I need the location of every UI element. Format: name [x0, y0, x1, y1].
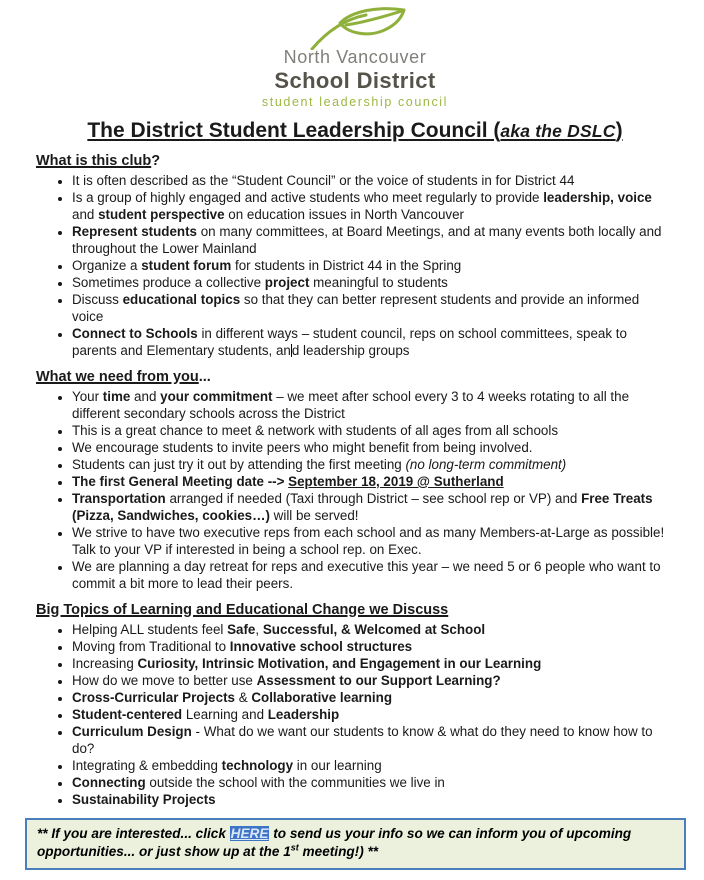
bullet-list [36, 172, 674, 359]
text-segment: technology [221, 757, 294, 773]
text-segment: Assessment to our Support Learning? [256, 672, 501, 688]
text-segment: student forum [141, 257, 232, 273]
list-item [72, 388, 668, 422]
text-segment: Is a group of highly engaged and active students who meet regularly to provide [72, 189, 544, 205]
section-heading [36, 369, 674, 385]
text-segment: Innovative school structures [229, 638, 413, 654]
list-item [72, 757, 668, 774]
text-segment: This is a great chance to meet & network with students of all ages from all schools [72, 422, 559, 438]
list-item [72, 621, 668, 638]
text-segment: It is often described as the “Student Council” or the voice of students in for District 44 [72, 172, 575, 188]
list-item [72, 325, 668, 359]
text-segment: Learning and [182, 706, 268, 722]
text-segment: ** If you are interested... click [37, 825, 230, 841]
list-item [72, 439, 668, 456]
here-link[interactable]: HERE [230, 825, 269, 841]
bullet-list [36, 388, 674, 592]
text-segment: Discuss [72, 291, 123, 307]
list-item [72, 473, 668, 490]
section-heading-text: Big Topics of Learning and Educational Change we Discuss [36, 601, 449, 618]
text-segment: time [102, 388, 131, 404]
list-item [72, 524, 668, 558]
text-segment: Successful, & Welcomed at School [262, 621, 486, 637]
text-segment: student perspective [98, 206, 225, 222]
list-item [72, 274, 668, 291]
text-segment: Sometimes produce a collective [72, 274, 265, 290]
text-segment: Represent students [72, 223, 198, 239]
text-segment: Curriculum Design [72, 723, 192, 739]
text-segment: - What do we want our students to know & what do they need to know how to do? [72, 723, 653, 756]
text-segment: Integrating & embedding [72, 757, 222, 773]
text-segment: Students can just try it out by attending the first meeting [72, 456, 406, 472]
text-segment: on education issues in North Vancouver [224, 206, 465, 222]
list-item [72, 558, 668, 592]
logo-line-district-city: North Vancouver [283, 47, 427, 67]
page-title-aka: aka the DSLC [500, 120, 616, 141]
text-segment: Moving from Traditional to [72, 638, 230, 654]
list-item [72, 257, 668, 274]
list-item [72, 689, 668, 706]
leaf-icon [290, 6, 420, 50]
text-segment: st [290, 842, 299, 853]
text-segment: will be served! [269, 507, 359, 523]
text-segment: Connecting [72, 774, 146, 790]
text-segment: outside the school with the communities we live in [145, 774, 445, 790]
text-segment: – we meet after school every 3 to 4 weeks rotating to all the different secondary schools across the District [72, 388, 630, 421]
section-heading-text: What we need from you [36, 368, 199, 385]
section-heading-text: What is this club [36, 152, 152, 169]
school-district-logo [36, 4, 674, 110]
list-item [72, 723, 668, 757]
text-segment: We strive to have two executive reps from each school and as many Members-at-Large as possible! Talk to your VP if interested in being a school rep. on Exec. [72, 524, 665, 557]
text-segment: Free Treats (Pizza, Sandwiches, cookies…) [72, 490, 653, 523]
text-segment: & [234, 689, 252, 705]
page-title-close: ) [615, 118, 623, 142]
text-segment: Increasing [72, 655, 138, 671]
bullet-list [36, 621, 674, 808]
text-segment: your commitment [160, 388, 273, 404]
text-segment: project [264, 274, 310, 290]
list-item [72, 490, 668, 524]
text-segment: Cross-Curricular Projects [72, 689, 235, 705]
text-segment: Connect to Schools [72, 325, 198, 341]
text-segment: Safe [227, 621, 256, 637]
text-segment: arranged if needed (Taxi through District – see school rep or VP) and [165, 490, 582, 506]
text-segment: (no long-term commitment) [405, 456, 567, 472]
text-segment: Student-centered [72, 706, 183, 722]
text-segment: so that they can better represent students and provide an informed voice [72, 291, 640, 324]
list-item [72, 706, 668, 723]
text-segment: Organize a [72, 257, 142, 273]
text-segment: Helping ALL students feel [72, 621, 228, 637]
text-segment: and [130, 388, 161, 404]
text-segment: on many committees, at Board Meetings, and at many events both locally and throughout the Lower Mainland [72, 223, 662, 256]
list-item [72, 638, 668, 655]
text-segment: We encourage students to invite peers who might benefit from being involved. [72, 439, 533, 455]
section-heading [36, 602, 674, 618]
text-segment: Collaborative learning [251, 689, 392, 705]
list-item [72, 791, 668, 808]
section-heading-suffix: ... [198, 368, 211, 385]
list-item [72, 774, 668, 791]
section-heading-suffix: ? [151, 152, 161, 169]
text-segment: Leadership [267, 706, 340, 722]
text-segment: for students in District 44 in the Spring [231, 257, 462, 273]
logo-line-school-district: School District [274, 67, 436, 93]
list-item [72, 655, 668, 672]
section-2 [36, 602, 674, 808]
list-item [72, 456, 668, 473]
section-heading [36, 153, 674, 169]
interest-callout-box [25, 818, 686, 870]
logo-line-council: student leadership council [261, 94, 449, 109]
text-segment: Sustainability Projects [72, 791, 216, 807]
text-segment: We are planning a day retreat for reps and executive this year – we need 5 or 6 people who want to commit a bit more to lead their peers. [72, 558, 661, 591]
text-segment: The first General Meeting date --> [72, 473, 289, 489]
list-item [72, 172, 668, 189]
text-segment: leadership, voice [543, 189, 652, 205]
text-segment: meeting!) ** [298, 843, 379, 859]
text-segment: Your [72, 388, 103, 404]
text-segment: , [255, 621, 263, 637]
page-title-main: The District Student Leadership Council ( [87, 118, 501, 142]
text-segment: in different ways – student council, reps on school committees, speak to parents and Elementary students, an [72, 325, 627, 358]
list-item [72, 672, 668, 689]
document-body [36, 153, 674, 808]
list-item [72, 291, 668, 325]
text-segment: and [72, 206, 99, 222]
text-segment: Transportation [72, 490, 166, 506]
section-1 [36, 369, 674, 592]
text-segment: d leadership groups [291, 342, 410, 358]
list-item [72, 189, 668, 223]
text-segment: September 18, 2019 @ Sutherland [288, 473, 504, 489]
list-item [72, 223, 668, 257]
text-segment: educational topics [122, 291, 241, 307]
text-segment: How do we move to better use [72, 672, 257, 688]
text-segment: meaningful to students [309, 274, 448, 290]
text-segment: to send us your info so we can inform you of upcoming opportunities... or just show up at the 1 [37, 825, 632, 859]
interest-callout-text [37, 826, 631, 859]
page-title [36, 119, 674, 143]
section-0 [36, 153, 674, 359]
text-segment: in our learning [293, 757, 382, 773]
text-segment: Curiosity, Intrinsic Motivation, and Engagement in our Learning [137, 655, 542, 671]
list-item [72, 422, 668, 439]
